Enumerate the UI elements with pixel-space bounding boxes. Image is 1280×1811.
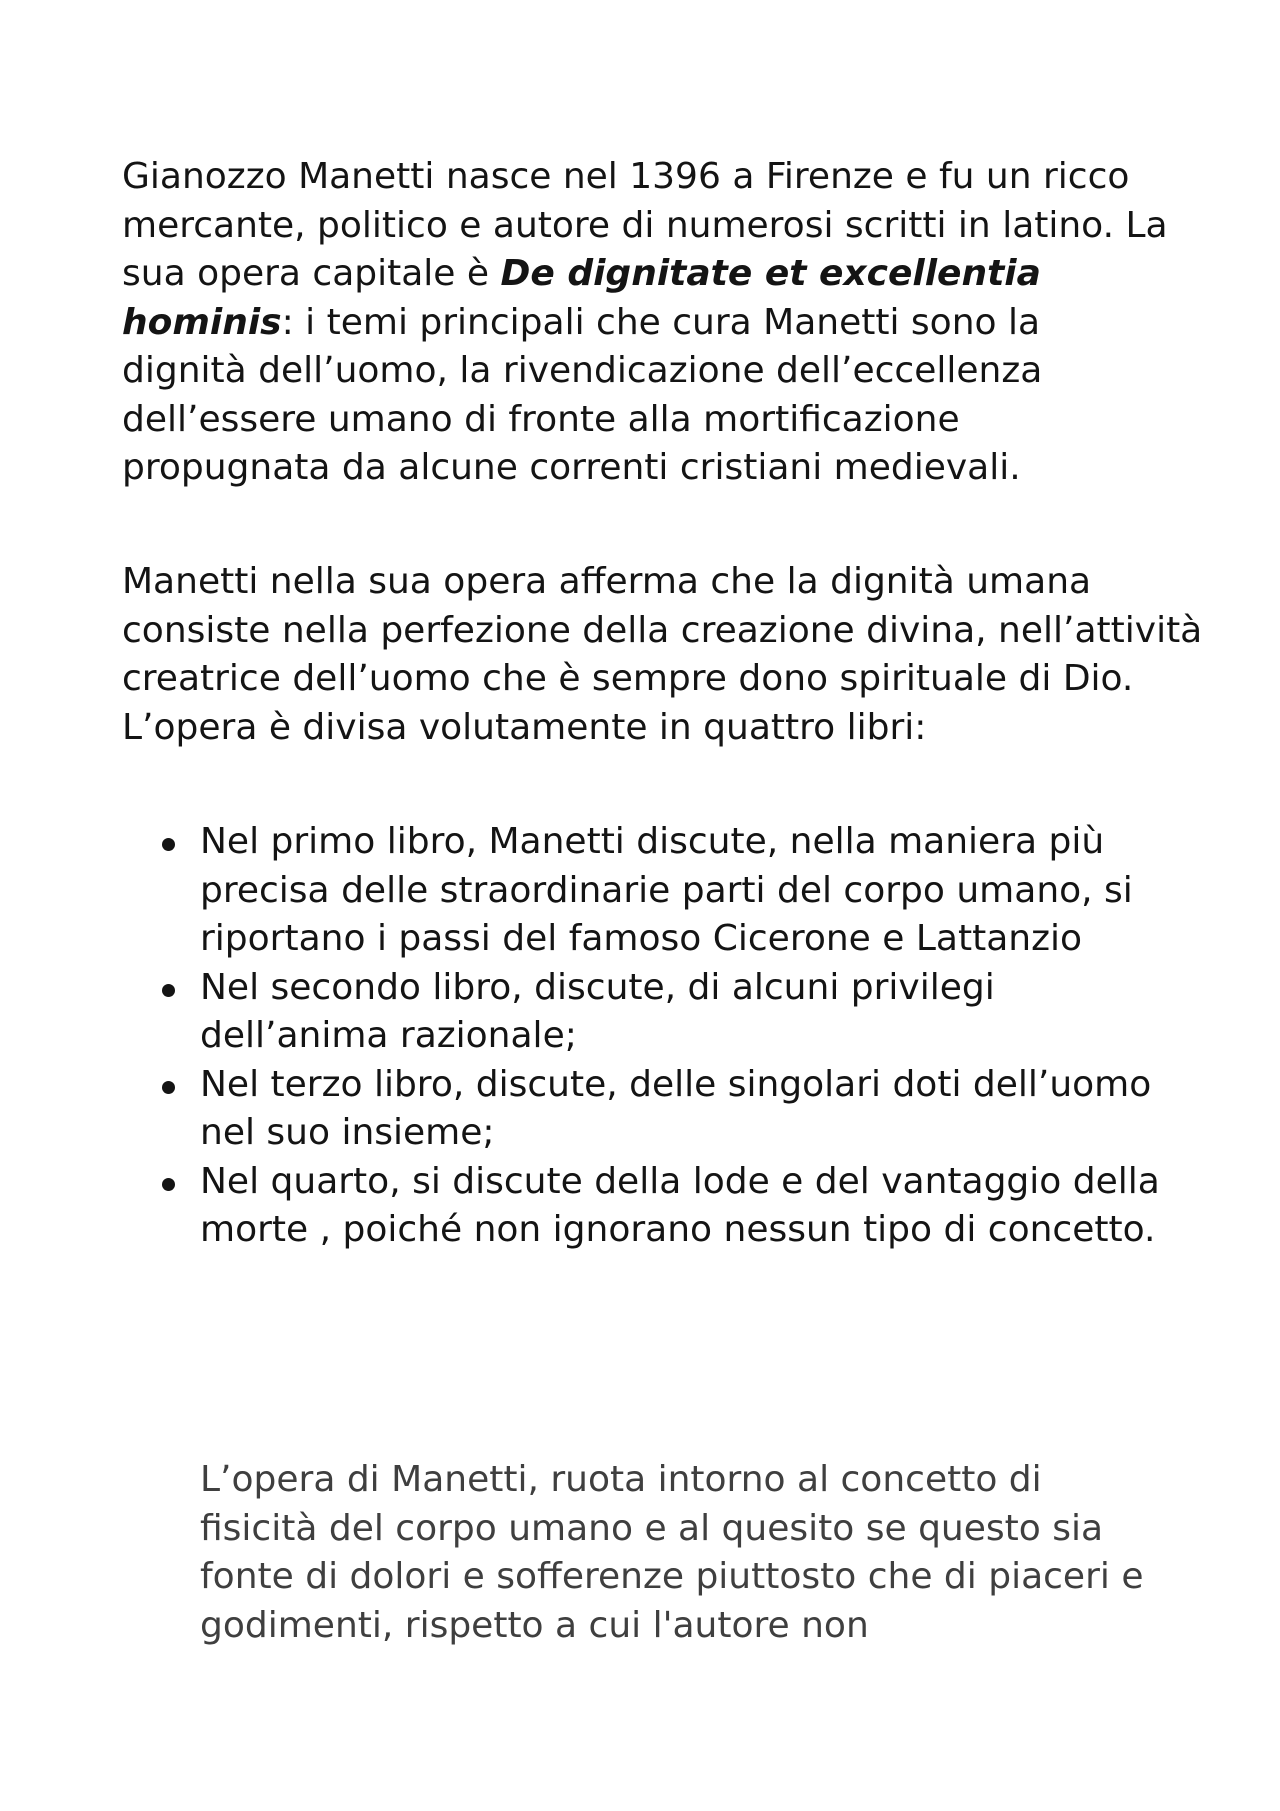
conclusion-paragraph: L’opera di Manetti, ruota intorno al concetto di fisicità del corpo umano e al quesito se questo sia fonte di dolori e sofferenze piuttosto che di piaceri e godimenti, rispetto a cui l'autore non [200,1459,1144,1646]
intro-text-after-title: : i temi principali che cura Manetti sono la dignità dell’uomo, la rivendicazione dell’eccellenza dell’essere umano di fronte alla mortificazione propugnata da alcune correnti cristiani medievali. [122,301,1043,488]
bullet-icon [162,838,175,851]
books-list [122,818,1182,1255]
list-item [122,964,1182,1061]
bullet-icon [162,1178,175,1191]
dignity-paragraph: Manetti nella sua opera afferma che la dignità umana consiste nella perfezione della creazione divina, nell’attività creatrice dell’uomo che è sempre dono spirituale di Dio. L’opera è divisa volutamente in quattro libri: [122,561,1203,748]
intro-text-before-title: Gianozzo Manetti nasce nel 1396 a Firenze e fu un ricco mercante, politico e autore di numerosi scritti in latino. La sua opera capitale è [122,156,1168,294]
work-title: De dignitate et excellentia hominis [122,253,1041,343]
intro-paragraph [122,153,1172,493]
list-item [122,1061,1182,1158]
bullet-icon [162,984,175,997]
list-item [122,818,1182,964]
list-item [122,1158,1182,1255]
bullet-icon [162,1081,175,1094]
list-item-text: Nel terzo libro, discute, delle singolari doti dell’uomo nel suo insieme; [200,1063,1152,1153]
list-item-text: Nel quarto, si discute della lode e del vantaggio della morte , poiché non ignorano nessun tipo di concetto. [200,1160,1160,1250]
list-item-text: Nel primo libro, Manetti discute, nella maniera più precisa delle straordinarie parti del corpo umano, si riportano i passi del famoso Cicerone e Lattanzio [200,821,1133,959]
list-item-text: Nel secondo libro, discute, di alcuni privilegi dell’anima razionale; [200,966,995,1056]
